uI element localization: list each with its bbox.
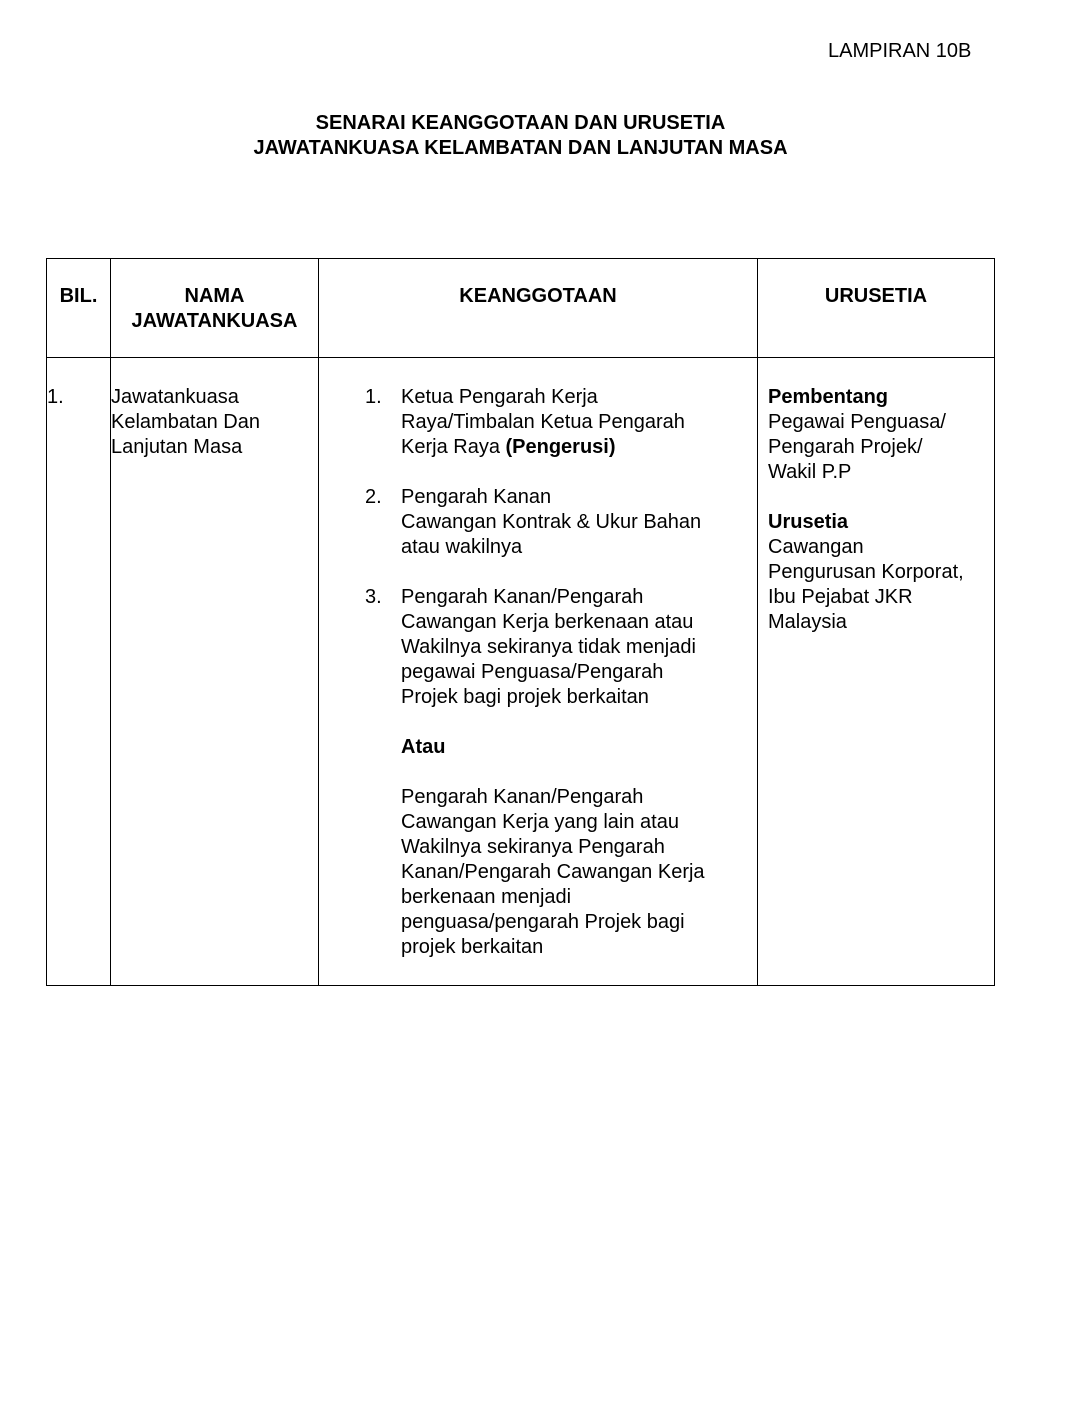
pembentang-line: Wakil P.P xyxy=(768,461,852,483)
alternative-text xyxy=(319,785,757,960)
urusetia-heading: Urusetia xyxy=(768,511,849,533)
header-nama-line-1: NAMA xyxy=(184,285,245,307)
header-urusetia: URUSETIA xyxy=(758,259,995,358)
alternative-line: berkenaan menjadi xyxy=(401,886,572,908)
appendix-label: LAMPIRAN 10B xyxy=(828,40,972,62)
nama-line: Lanjutan Masa xyxy=(111,436,243,458)
cell-keanggotaan xyxy=(319,358,758,986)
member-line: Projek bagi projek berkaitan xyxy=(401,686,649,708)
pembentang-block xyxy=(758,385,994,485)
urusetia-line: Pengurusan Korporat, xyxy=(768,561,964,583)
member-line: Raya/Timbalan Ketua Pengarah xyxy=(401,411,685,433)
cell-urusetia xyxy=(758,358,995,986)
alternative-line: Pengarah Kanan/Pengarah xyxy=(401,786,644,808)
member-line-text: Kerja Raya xyxy=(401,436,506,458)
membership-table xyxy=(46,258,995,986)
member-line xyxy=(401,435,747,460)
pembentang-line: Pegawai Penguasa/ xyxy=(768,411,946,433)
alternative-line: Wakilnya sekiranya Pengarah xyxy=(401,836,665,858)
member-item xyxy=(319,485,757,560)
alternative-line: Cawangan Kerja yang lain atau xyxy=(401,811,679,833)
alternative-line: projek berkaitan xyxy=(401,936,544,958)
urusetia-line: Cawangan xyxy=(768,536,864,558)
title-line-1: SENARAI KEANGGOTAAN DAN URUSETIA xyxy=(315,112,726,134)
member-line: Pengarah Kanan xyxy=(401,486,552,508)
member-item xyxy=(319,385,757,460)
member-line: Pengarah Kanan/Pengarah xyxy=(401,586,644,608)
member-text xyxy=(401,385,757,460)
member-line: Cawangan Kontrak & Ukur Bahan xyxy=(401,511,702,533)
member-number: 2. xyxy=(365,486,382,508)
member-line: Ketua Pengarah Kerja xyxy=(401,386,598,408)
header-nama-line-2: JAWATANKUASA xyxy=(131,310,298,332)
cell-bil: 1. xyxy=(47,358,111,986)
header-nama xyxy=(111,259,319,358)
nama-line: Kelambatan Dan xyxy=(111,411,260,433)
table-row xyxy=(47,358,995,986)
urusetia-block xyxy=(758,510,994,635)
member-text xyxy=(401,485,757,560)
document-title xyxy=(0,111,1041,161)
member-line: Cawangan Kerja berkenaan atau xyxy=(401,611,694,633)
alternative-line: penguasa/pengarah Projek bagi xyxy=(401,911,685,933)
member-item xyxy=(319,585,757,710)
urusetia-line: Malaysia xyxy=(768,611,847,633)
member-number: 1. xyxy=(365,386,382,408)
atau-label: Atau xyxy=(401,736,446,758)
pembentang-heading: Pembentang xyxy=(768,386,889,408)
table-header-row xyxy=(47,259,995,358)
title-line-2: JAWATANKUASA KELAMBATAN DAN LANJUTAN MASA xyxy=(253,137,788,159)
member-text xyxy=(401,585,757,710)
header-bil: BIL. xyxy=(47,259,111,358)
chair-label: (Pengerusi) xyxy=(505,436,616,458)
nama-line: Jawatankuasa xyxy=(111,386,239,408)
member-line: pegawai Penguasa/Pengarah xyxy=(401,661,664,683)
urusetia-line: Ibu Pejabat JKR xyxy=(768,586,913,608)
member-line: Wakilnya sekiranya tidak menjadi xyxy=(401,636,696,658)
member-number: 3. xyxy=(365,586,382,608)
cell-nama xyxy=(111,358,319,986)
member-line: atau wakilnya xyxy=(401,536,523,558)
header-keanggotaan: KEANGGOTAAN xyxy=(319,259,758,358)
alternative-line: Kanan/Pengarah Cawangan Kerja xyxy=(401,861,705,883)
pembentang-line: Pengarah Projek/ xyxy=(768,436,923,458)
